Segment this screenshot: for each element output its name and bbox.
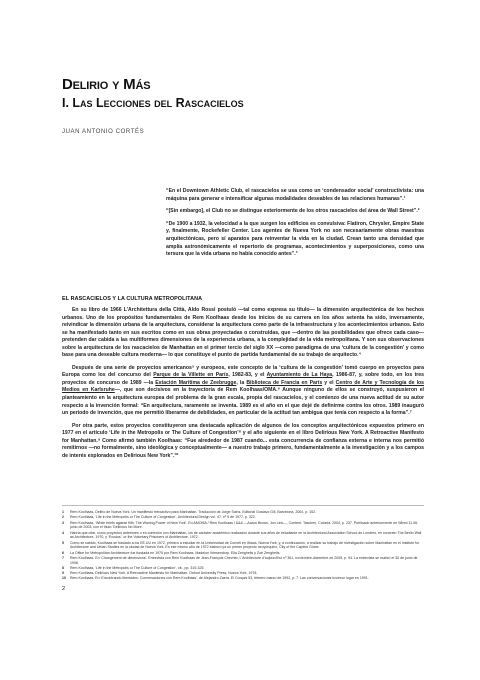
text-run: , la <box>236 379 247 386</box>
footnote-number: 3 <box>62 520 64 525</box>
footnote <box>62 566 424 571</box>
footnote <box>62 531 424 540</box>
body-paragraph: Por otra parte, estos proyectos constituyeron una destacada aplicación de algunos de los conceptos arquitectónicos expuestos primero en 1977 en el artículo ‘Life in the Metropolis or The Culture of Congestion’⁸ y el año siguiente en el libro Delirious New York. A Retroactive Manifesto for Manhattan.⁹ Como afirmó también Koolhaas: “Fue alrededor de 1987 cuando... esta concurrencia de confianza externa e interna nos permitió remitirnos —no formalmente, sino ideológica y conceptualmente— a nuestro trabajo primero, fundamentalmente a la investigación y a los campos de interés explorados en Delirious New York”.¹⁰ <box>62 422 424 459</box>
project-link: Biblioteca de Francia en París <box>246 379 323 386</box>
article-title: Delirio y Más <box>62 76 151 93</box>
page-number: 2 <box>62 586 66 592</box>
footnote <box>62 541 424 550</box>
footnote-number: 2 <box>62 515 64 520</box>
project-link: Parque de la Villette en París <box>153 372 229 379</box>
project-link: Ayuntamiento de La Haya <box>266 372 333 379</box>
footnote-text: Como se sabido, Koolhaas se trasladó a los EE.UU en 1972, primero a estudiar en la Universidad de Cornell en Ithaca, Nueva York, y, a continuación, a realizar su trabajo de investigación sobre Manhattan en el Institute for Architecture and Urban Studies en la ciudad de Nueva York. En ese mismo año de 1972 elaboró ya un primer proyecto neoyorquino, City of the Captive Globe. <box>70 540 420 550</box>
text-run: —, que son decisivos en la trayectoria de Rem Koolhaas/OMA.⁶ Aunque ninguno de ellos se construyó, suspusieron el planteamiento en la arquitectura europea del problema de la gran escala, propia del rascacielos, y el comienzo de una nueva actitud de su autor respecto a la invención formal: “En arquitectura, raramente se inventa. 1989 es el año en el que dejé de definirme contra los otros. 1989 inauguró un periodo de invención, que me permitió liberarme de debilidades, en particular de la actitud tan ambigua que tenía con respecto a la forma”.⁷ <box>62 387 424 417</box>
epigraph-quote: “[Sin embargo], el Club no se distingue exteriormente de los otros rascacielos del área de Wall Street”.² <box>166 208 420 215</box>
footnote-number: 9 <box>62 571 64 576</box>
epigraph-quotes <box>166 188 424 264</box>
footnotes-divider <box>62 505 424 506</box>
footnote-text: Rem Koolhaas, Delirio de Nueva York. Un manifiesto retroactivo para Manhattan. Traducción de Jorge Sainz. Editorial Gustavo Gili, Barcelona, 2004, p. 152. <box>70 510 317 514</box>
footnote <box>62 510 424 515</box>
footnote-text: Rem Koolhaas, ‘White briefs against filth. The Waning Power of New York’. En AMOMA / Rem Koolhaas / &&& —Aaron Brown, Jon Link—, Content. Taschen, Colonia, 2004, p. 237. Publicado anteriormente en Wired 11.06, junio de 2003, con el título ‘Delirious No More’. <box>70 520 419 530</box>
footnote-text: Rem Koolhaas, ‘Life in the Metropolis or The Culture of Congestion’, cit., pp. 319-325. <box>70 565 205 570</box>
body-paragraph: En su libro de 1966 L’Architettura della Città, Aldo Rossi postuló —tal como expresa su título— la dimensión arquitectónica de los hechos urbanos. Uno de los propósitos fundamentales de Rem Koolhaas desde los inicios de su carrera en los años setenta ha sido, inversamente, reivindicar la dimensión urbana de la arquitectura, considerar la arquitectura como parte de la infraestructura y los acontecimientos urbanos. Esto se ha manifestado tanto en sus escritos como en sus obras proyectadas o construidas, que —dentro de las posibilidades que ofrece cada caso— pretenden dar cabida a las multiformes dimensiones de la experiencia urbana, a la complejidad de la vida metropolitana. Y son sus observaciones sobre la arquitectura de los rascacielos de Manhattan en el primer tercio del siglo XX —como paradigma de una ‘cultura de la congestión’ y como base para una deseable cultura moderna— lo que constituye el punto de partida fundamental de su trabajo de arquitecto.⁴ <box>62 307 424 359</box>
footnote-number: 8 <box>62 565 64 570</box>
footnote-text: Rem Koolhaas, Delirious New York. A Retroactive Manifesto for Manhattan. Oxford University Press, Nueva York, 1978. <box>70 571 258 576</box>
project-link: Centro de Arte y Tecnología de los Medios en Karlsruhe <box>62 379 424 394</box>
body-paragraph <box>62 365 424 418</box>
footnote-text: Rem Koolhaas. En ‘Encontrando libertades: Conversaciones con Rem Koolhaas’, de Alejandro Zaera. El Croquis 53, febrero-marzo de 1992, p. 7. Las conversaciones tuvieron lugar en 1991. <box>70 576 369 581</box>
text-run: y el <box>322 379 336 386</box>
section-heading: EL RASCACIELOS Y LA CULTURA METROPOLITANA <box>62 296 203 302</box>
footnote <box>62 515 424 520</box>
text-run: Después de una serie de proyectos americanos⁵ y europeos, este concepto de la ‘cultura de la congestión’ tomó cuerpo en proyectos para Europa como los del concurso del <box>62 364 424 379</box>
epigraph-quote: “De 1900 a 1932, la velocidad a la que surgen los edificios es convulsiva: Flatiron, Chrysler, Empire State y, finalmente, Rockefeller Center. Los agentes de Nueva York no son necesariamente obras maestras arquitectónicas, pero sí aparatos para reinventar la vida en la ciudad. Crean tanto una densidad que amplía astronómicamente el repertorio de programas, acontecimientos y superposiciones, como una tersura que la vida urbana no había conocido antes”.³ <box>166 220 424 258</box>
article-subtitle: I. Las Lecciones del Rascacielos <box>62 96 244 110</box>
footnote-number: 7 <box>62 555 64 560</box>
epigraph-quote: “En el Downtown Athletic Club, el rascacielos se usa como un ‘condensador social’ constructivista: una máquina para generar e intensificar algunas modalidades deseables de las relaciones humanas”.¹ <box>166 188 424 202</box>
footnote-number: 1 <box>62 510 64 514</box>
text-run: , 1986-87, y, sobre todo, en los tres proyectos de concurso de 1989 —la <box>62 372 425 386</box>
footnote <box>62 551 424 556</box>
footnote-text: Habría que citar, como proyectos anteriores o en conexión con Manhattan, los de carácter académico realizados durante sus años de estudiante en la Architectural Association School de Londres, en concreto The Berlin Wall as Architecture, 1970, y ‘Exodus’, or the Voluntary Prisoners of Architecture, 1972. <box>70 530 422 540</box>
footnote-number: 5 <box>62 540 64 545</box>
footnote <box>62 521 424 530</box>
footnote-text: Rem Koolhaas. En ‘Changement de dimensions’. Entrevista con Rem Koolhaas de Jean-François Chevrier, L’Architecture d’aujourd’hui nº 361, noviembre-diciembre de 2005, p. 94. La entrevista se realizó el 30 de junio de 1998. <box>70 555 418 565</box>
footnote-number: 4 <box>62 530 64 535</box>
footnote <box>62 556 424 565</box>
footnote <box>62 571 424 576</box>
footnotes <box>62 510 424 582</box>
project-link: Estación Marítima de Zeebrugge <box>155 379 237 386</box>
body-text <box>62 307 424 465</box>
footnote-text: Rem Koolhaas, ‘Life in the Metropolis or The Culture of Congestion’, Architectural Design vol. 47, nº 5 de 1977, p. 322. <box>70 515 256 520</box>
footnote-number: 10 <box>62 576 66 581</box>
text-run: , 1982-83, y el <box>228 372 267 379</box>
footnote-text: La Office for Metropolitan Architecture fue fundada en 1975 por Rem Koolhaas, Madelon Vriesendorp, Elia Zenghelis y Zoé Zenghelis. <box>70 550 281 555</box>
footnote-number: 6 <box>62 550 64 555</box>
footnote <box>62 576 424 581</box>
author-name: JUAN ANTONIO CORTÉS <box>62 129 145 135</box>
